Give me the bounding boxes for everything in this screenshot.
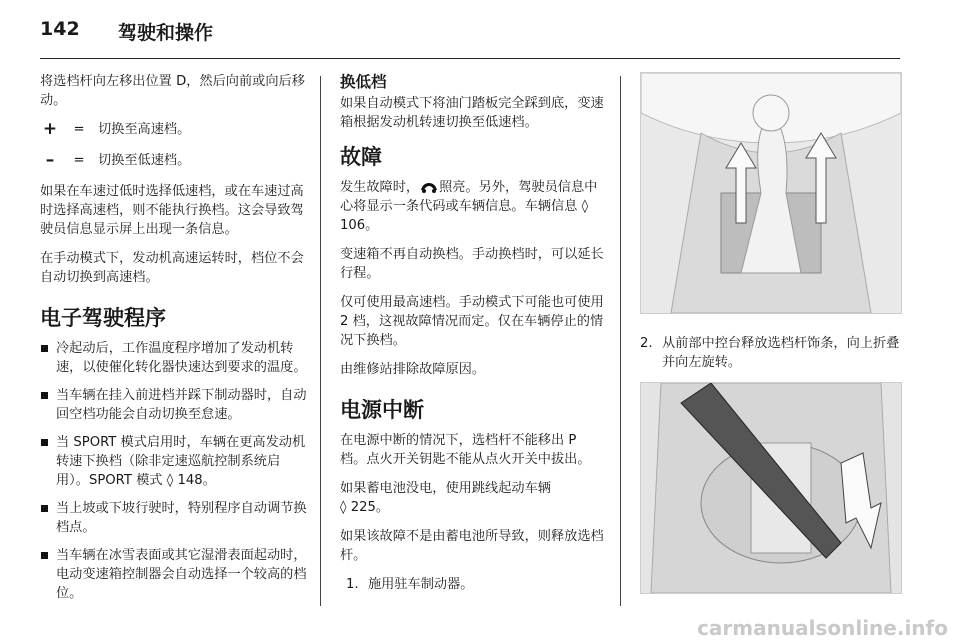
paragraph: 在手动模式下，发动机高速运转时，档位不会自动切换到高速档。 xyxy=(40,251,304,285)
step-number: 2. xyxy=(640,336,653,351)
column-1 xyxy=(40,72,308,612)
paragraph: 由维修站排除故障原因。 xyxy=(340,362,486,377)
reference-arrow-icon: ◊ xyxy=(166,473,174,488)
page-reference[interactable]: 106。 xyxy=(340,218,379,233)
paragraph: 仅可使用最高速档。手动模式下可能也可使用 2 档，这视故障情况而定。仅在车辆停止的情况下换档。 xyxy=(340,295,604,348)
plus-icon: + xyxy=(42,119,58,139)
step-text: 从前部中控台释放选档杆饰条，向上折叠并向左旋转。 xyxy=(662,336,900,370)
bullet-square-icon xyxy=(41,392,48,399)
shift-up-row xyxy=(40,120,308,139)
paragraph: 在电源中断的情况下，选档杆不能移出 P 档。点火开关钥匙不能从点火开关中拔出。 xyxy=(340,433,591,467)
paragraph: 如果在车速过低时选择低速档，或在车速过高时选择高速档，则不能执行换档。这会导致驾驶员信息显示屏上出现一条信息。 xyxy=(40,184,304,237)
bullet-list xyxy=(40,339,308,603)
paragraph: 如果该故障不是由蓄电池所导致，则释放选档杆。 xyxy=(340,529,604,563)
bullet-square-icon xyxy=(41,439,48,446)
page-reference[interactable]: 148。 xyxy=(177,473,216,488)
fault-paragraph: 发生故障时， 照亮。另外，驾驶员信息中心将显示一条代码或车辆信息。车辆信息 ◊ 106。 xyxy=(340,180,598,233)
column-3 xyxy=(640,72,902,594)
paragraph: 如果自动模式下将油门踏板完全踩到底，变速箱根据发动机转速切换至低速档。 xyxy=(340,96,604,130)
shift-down-text: 切换至低速档。 xyxy=(98,153,191,168)
minus-icon: – xyxy=(45,150,55,170)
section-title-kickdown: 换低档 xyxy=(340,73,387,91)
reference-arrow-icon: ◊ xyxy=(340,500,347,515)
bullet-square-icon xyxy=(41,505,48,512)
section-title-fault: 故障 xyxy=(340,145,382,169)
list-item: 当 SPORT 模式启用时，车辆在更高发动机转速下换档（除非定速巡航控制系统启用）。SPORT 模式 ◊ 148。 xyxy=(40,433,308,490)
list-item: 当车辆在挂入前进档并踩下制动器时，自动回空档功能会自动切换至怠速。 xyxy=(40,386,308,424)
step-text: 施用驻车制动器。 xyxy=(368,577,474,592)
bullet-square-icon xyxy=(41,552,48,559)
header-divider xyxy=(40,58,900,59)
paragraph: 如果蓄电池没电，使用跳线起动车辆 ◊ 225。 xyxy=(340,481,551,515)
shift-down-row xyxy=(40,151,308,170)
transmission-warning-icon xyxy=(419,181,439,194)
reference-arrow-icon: ◊ xyxy=(581,199,589,214)
section-title-electronic-programs: 电子驾驶程序 xyxy=(40,306,166,330)
gear-selector-illustration xyxy=(640,72,902,314)
step-number: 1. xyxy=(346,577,359,592)
page-number: 142 xyxy=(40,18,80,40)
equals-sign: = xyxy=(73,122,85,137)
intro-paragraph: 将选档杆向左移出位置 D，然后向前或向后移动。 xyxy=(40,74,305,108)
list-item: 当上坡或下坡行驶时，特别程序自动调节换档点。 xyxy=(40,499,308,537)
list-item: 当车辆在冰雪表面或其它湿滑表面起动时，电动变速箱控制器会自动选择一个较高的档位。 xyxy=(40,546,308,603)
step-1 xyxy=(340,575,606,594)
section-title-power-failure: 电源中断 xyxy=(340,398,424,422)
column-2 xyxy=(340,72,606,602)
shift-up-text: 切换至高速档。 xyxy=(98,122,191,137)
list-item: 冷起动后，工作温度程序增加了发动机转速，以使催化转化器快速达到要求的温度。 xyxy=(40,339,308,377)
page-header xyxy=(40,14,900,54)
paragraph: 变速箱不再自动换档。手动换档时，可以延长行程。 xyxy=(340,247,604,281)
column-divider xyxy=(320,76,321,606)
bullet-square-icon xyxy=(41,345,48,352)
column-divider xyxy=(620,76,621,606)
page-reference[interactable]: 225。 xyxy=(350,500,390,515)
watermark-text: carmanualsonline.info xyxy=(697,616,948,640)
step-2 xyxy=(640,334,902,372)
chapter-title: 驾驶和操作 xyxy=(118,22,214,44)
equals-sign: = xyxy=(73,153,85,168)
trim-removal-illustration xyxy=(640,382,902,594)
